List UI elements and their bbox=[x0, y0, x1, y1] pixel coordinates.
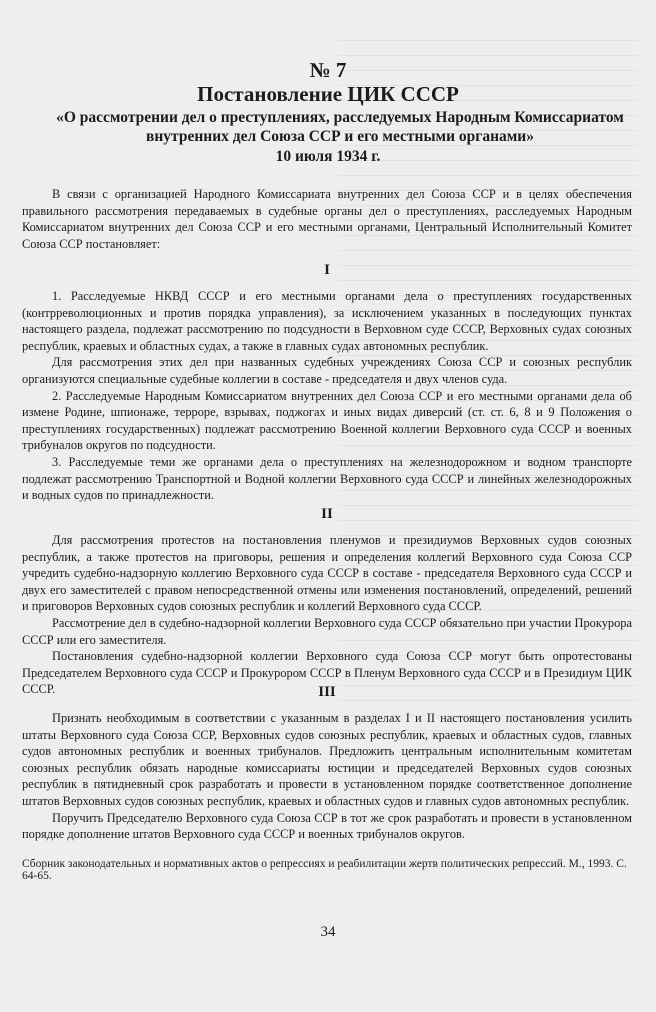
paragraph: 1. Расследуемые НКВД СССР и его местными органами дела о преступлениях государственных (контрреволюционных и против порядка управления), за исключением указанных в последующих пунктах настоящего раздела, подлежат рассмотрению по подсудности в Верховном суде СССР, Верховных судах союзных республик, краевых и областных судах, а также в главных судах автономных республик. bbox=[22, 289, 632, 353]
paragraph: Рассмотрение дел в судебно-надзорной коллегии Верховного суда СССР обязательно при участии Прокурора СССР или его заместителя. bbox=[22, 615, 632, 647]
paragraph: Поручить Председателю Верховного суда Союза ССР в тот же срок разработать и провести в установленном порядке дополнение штатов Верховного суда СССР и военных трибуналов округов. bbox=[22, 810, 632, 842]
document-title: Постановление ЦИК СССР bbox=[197, 82, 459, 106]
paragraph: 2. Расследуемые Народным Комиссариатом внутренних дел Союза ССР и его местными органами дела об измене Родине, шпионаже, терроре, взрывах, поджогах и иных видах диверсий (ст. ст. 6, 8 и 9 Положения о преступлениях государственных) подлежат рассмотрению Военной коллегии Верховного суда СССР и военных трибуналов округов по подсудности. bbox=[22, 388, 632, 453]
section-heading-2: II bbox=[321, 506, 333, 522]
document-date: 10 июля 1934 г. bbox=[275, 148, 381, 165]
section-heading-3: III bbox=[318, 684, 336, 700]
page-number: 34 bbox=[320, 924, 336, 940]
paragraph: Для рассмотрения протестов на постановления пленумов и президиумов Верховных судов союзных республик, а также протестов на приговоры, решения и определения коллегий Верховного суда Союза ССР учредить судебно-надзорную коллегию Верховного суда СССР в составе - председателя Верховного суда СССР и двух его заместителей с правом непосредственной отмены или изменения постановлений, определений, решений и приговоров Верховных судов союзных республик и коллегий Верховного суда СССР. bbox=[22, 533, 632, 614]
section-3 bbox=[22, 710, 632, 843]
section-1 bbox=[22, 288, 632, 504]
paragraph: Признать необходимым в соответствии с указанным в разделах I и II настоящего постановления усилить штаты Верховного суда Союза ССР, Верховных судов союзных республик, краевых и областных судов, главных судов автономных республик и военных трибуналов. Предложить центральным исполнительным комитетам союзных республик обязать народные комиссариаты юстиции и председателей Верховных судов союзных республик в пятидневный срок разработать и провести в установленном порядке соответственное дополнение штатов Верховных судов союзных республик, краевых и областных судов и главных судов автономных республик. bbox=[22, 711, 632, 808]
source-citation: Сборник законодательных и нормативных актов о репрессиях и реабилитации жертв политических репрессий. М., 1993. С. 64-65. bbox=[22, 858, 627, 882]
document-subtitle: «О рассмотрении дел о преступлениях, расследуемых Народным Комиссариатом внутренних дел Союза ССР и его местными органами» bbox=[56, 109, 624, 145]
document-number: № 7 bbox=[309, 58, 347, 82]
paragraph: 3. Расследуемые теми же органами дела о преступлениях на железнодорожном и водном транспорте подлежат рассмотрению Транспортной и Водной коллегии Верховного суда СССР и линейных железнодорожных и водных судов по принадлежности. bbox=[22, 454, 632, 503]
paragraph: Постановления судебно-надзорной коллегии Верховного суда Союза ССР могут быть опротестованы Председателем Верховного суда СССР и Прокурором СССР в Пленум Верховного суда СССР и в Президиум ЦИК СССР. bbox=[22, 649, 632, 697]
section-heading-1: I bbox=[324, 262, 330, 278]
preamble bbox=[22, 186, 632, 252]
section-2 bbox=[22, 532, 632, 698]
preamble-text: В связи с организацией Народного Комиссариата внутренних дел Союза ССР и в целях обеспечения правильного рассмотрения передаваемых в судебные органы дел о преступлениях, расследуемых Народным Комиссариатом внутренних дел Союза ССР и его местными органами, Центральный Исполнительный Комитет Союза ССР постановляет: bbox=[22, 187, 632, 251]
paragraph: Для рассмотрения этих дел при названных судебных учреждениях Союза ССР и союзных республик организуются специальные судебные коллегии в составе - председателя и двух членов суда. bbox=[22, 355, 632, 386]
